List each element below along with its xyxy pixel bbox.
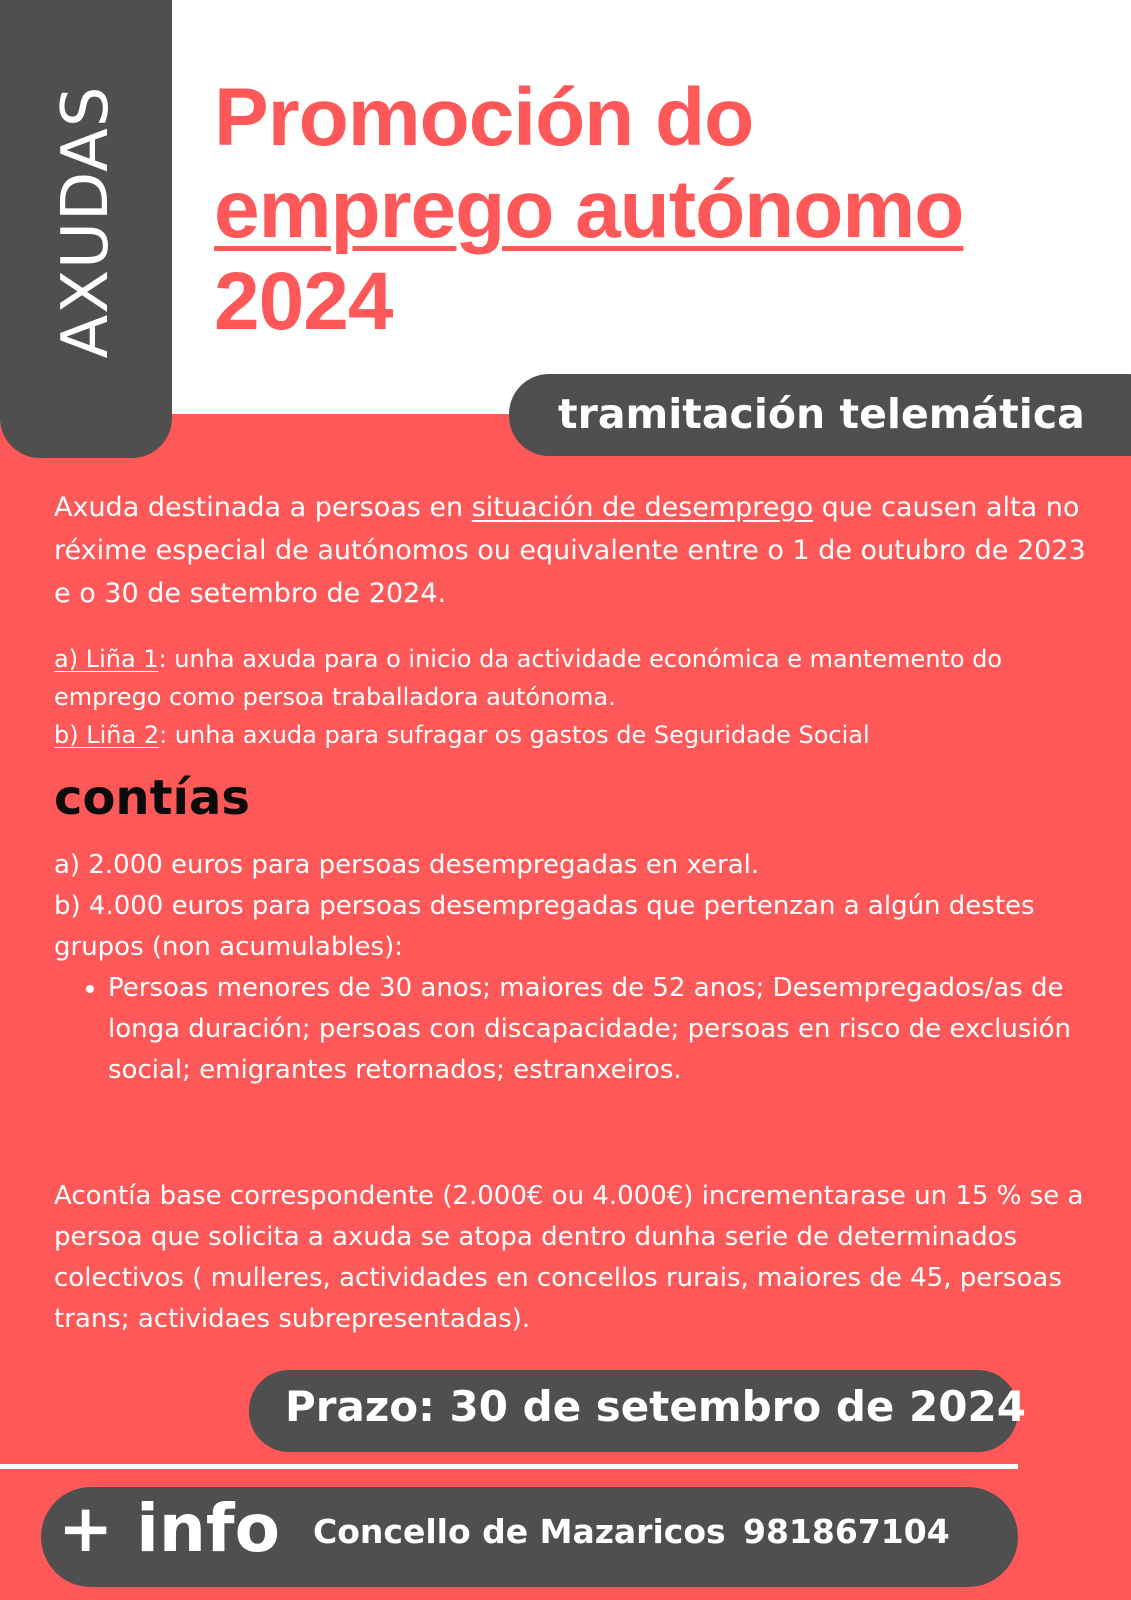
info-label: + info bbox=[58, 1490, 280, 1567]
line-label-2: b) Liña 2 bbox=[54, 721, 160, 749]
page-title bbox=[214, 72, 963, 348]
title-line-1: Promoción do bbox=[214, 72, 754, 163]
intro-underlined: situación de desemprego bbox=[471, 492, 814, 523]
deadline-label: Prazo: 30 de setembro de 2024 bbox=[285, 1382, 1026, 1431]
line-item-1 bbox=[54, 640, 1104, 716]
intro-text-2: que causen alta no réxime especial de autónomos ou equivalente entre o 1 de outubro de 2023 e o 30 de setembro de 2024. bbox=[54, 492, 1086, 609]
intro-text-1: Axuda destinada a persoas en bbox=[54, 492, 472, 523]
line-text-2: : unha axuda para sufragar os gastos de Seguridade Social bbox=[159, 721, 870, 749]
increment-note: Acontía base correspondente (2.000€ ou 4.000€) incrementarase un 15 % se a persoa que solicita a axuda se atopa dentro dunha serie de determinados colectivos ( mulleres, actividades en concellos rurais, maiores de 45, persoas trans; actividaes subrepresentadas). bbox=[54, 1181, 1084, 1334]
side-tab-label: AXUDAS bbox=[49, 85, 123, 359]
contact-organization: Concello de Mazaricos bbox=[313, 1512, 726, 1551]
contias-heading: contías bbox=[54, 770, 250, 826]
contact-phone: 981867104 bbox=[743, 1512, 950, 1551]
groups-list-item: • Persoas menores de 30 anos; maiores de 52 anos; Desempregados/as de longa duración; persoas con discapacidade; persoas en risco de exclusión social; emigrantes retornados; estranxeiros. bbox=[108, 968, 1104, 1091]
line-text-1: : unha axuda para o inicio da actividade económica e mantemento do emprego como persoa traballadora autónoma. bbox=[54, 645, 1003, 711]
intro-paragraph bbox=[54, 486, 1104, 615]
amount-item-a: a) 2.000 euros para persoas desempregadas en xeral. bbox=[54, 850, 760, 880]
amounts-section bbox=[54, 845, 1104, 1091]
title-line-2: emprego autónomo bbox=[214, 164, 964, 255]
lines-list bbox=[54, 640, 1104, 754]
tramitacion-label: tramitación telemática bbox=[558, 390, 1085, 438]
amount-item-b: b) 4.000 euros para persoas desempregadas que pertenzan a algún destes grupos (non acumulables): bbox=[54, 891, 1035, 962]
groups-list bbox=[54, 968, 1104, 1091]
title-line-3: 2024 bbox=[214, 256, 393, 347]
line-label-1: a) Liña 1 bbox=[54, 645, 159, 673]
divider-line bbox=[0, 1464, 1018, 1469]
line-item-2 bbox=[54, 716, 1104, 754]
